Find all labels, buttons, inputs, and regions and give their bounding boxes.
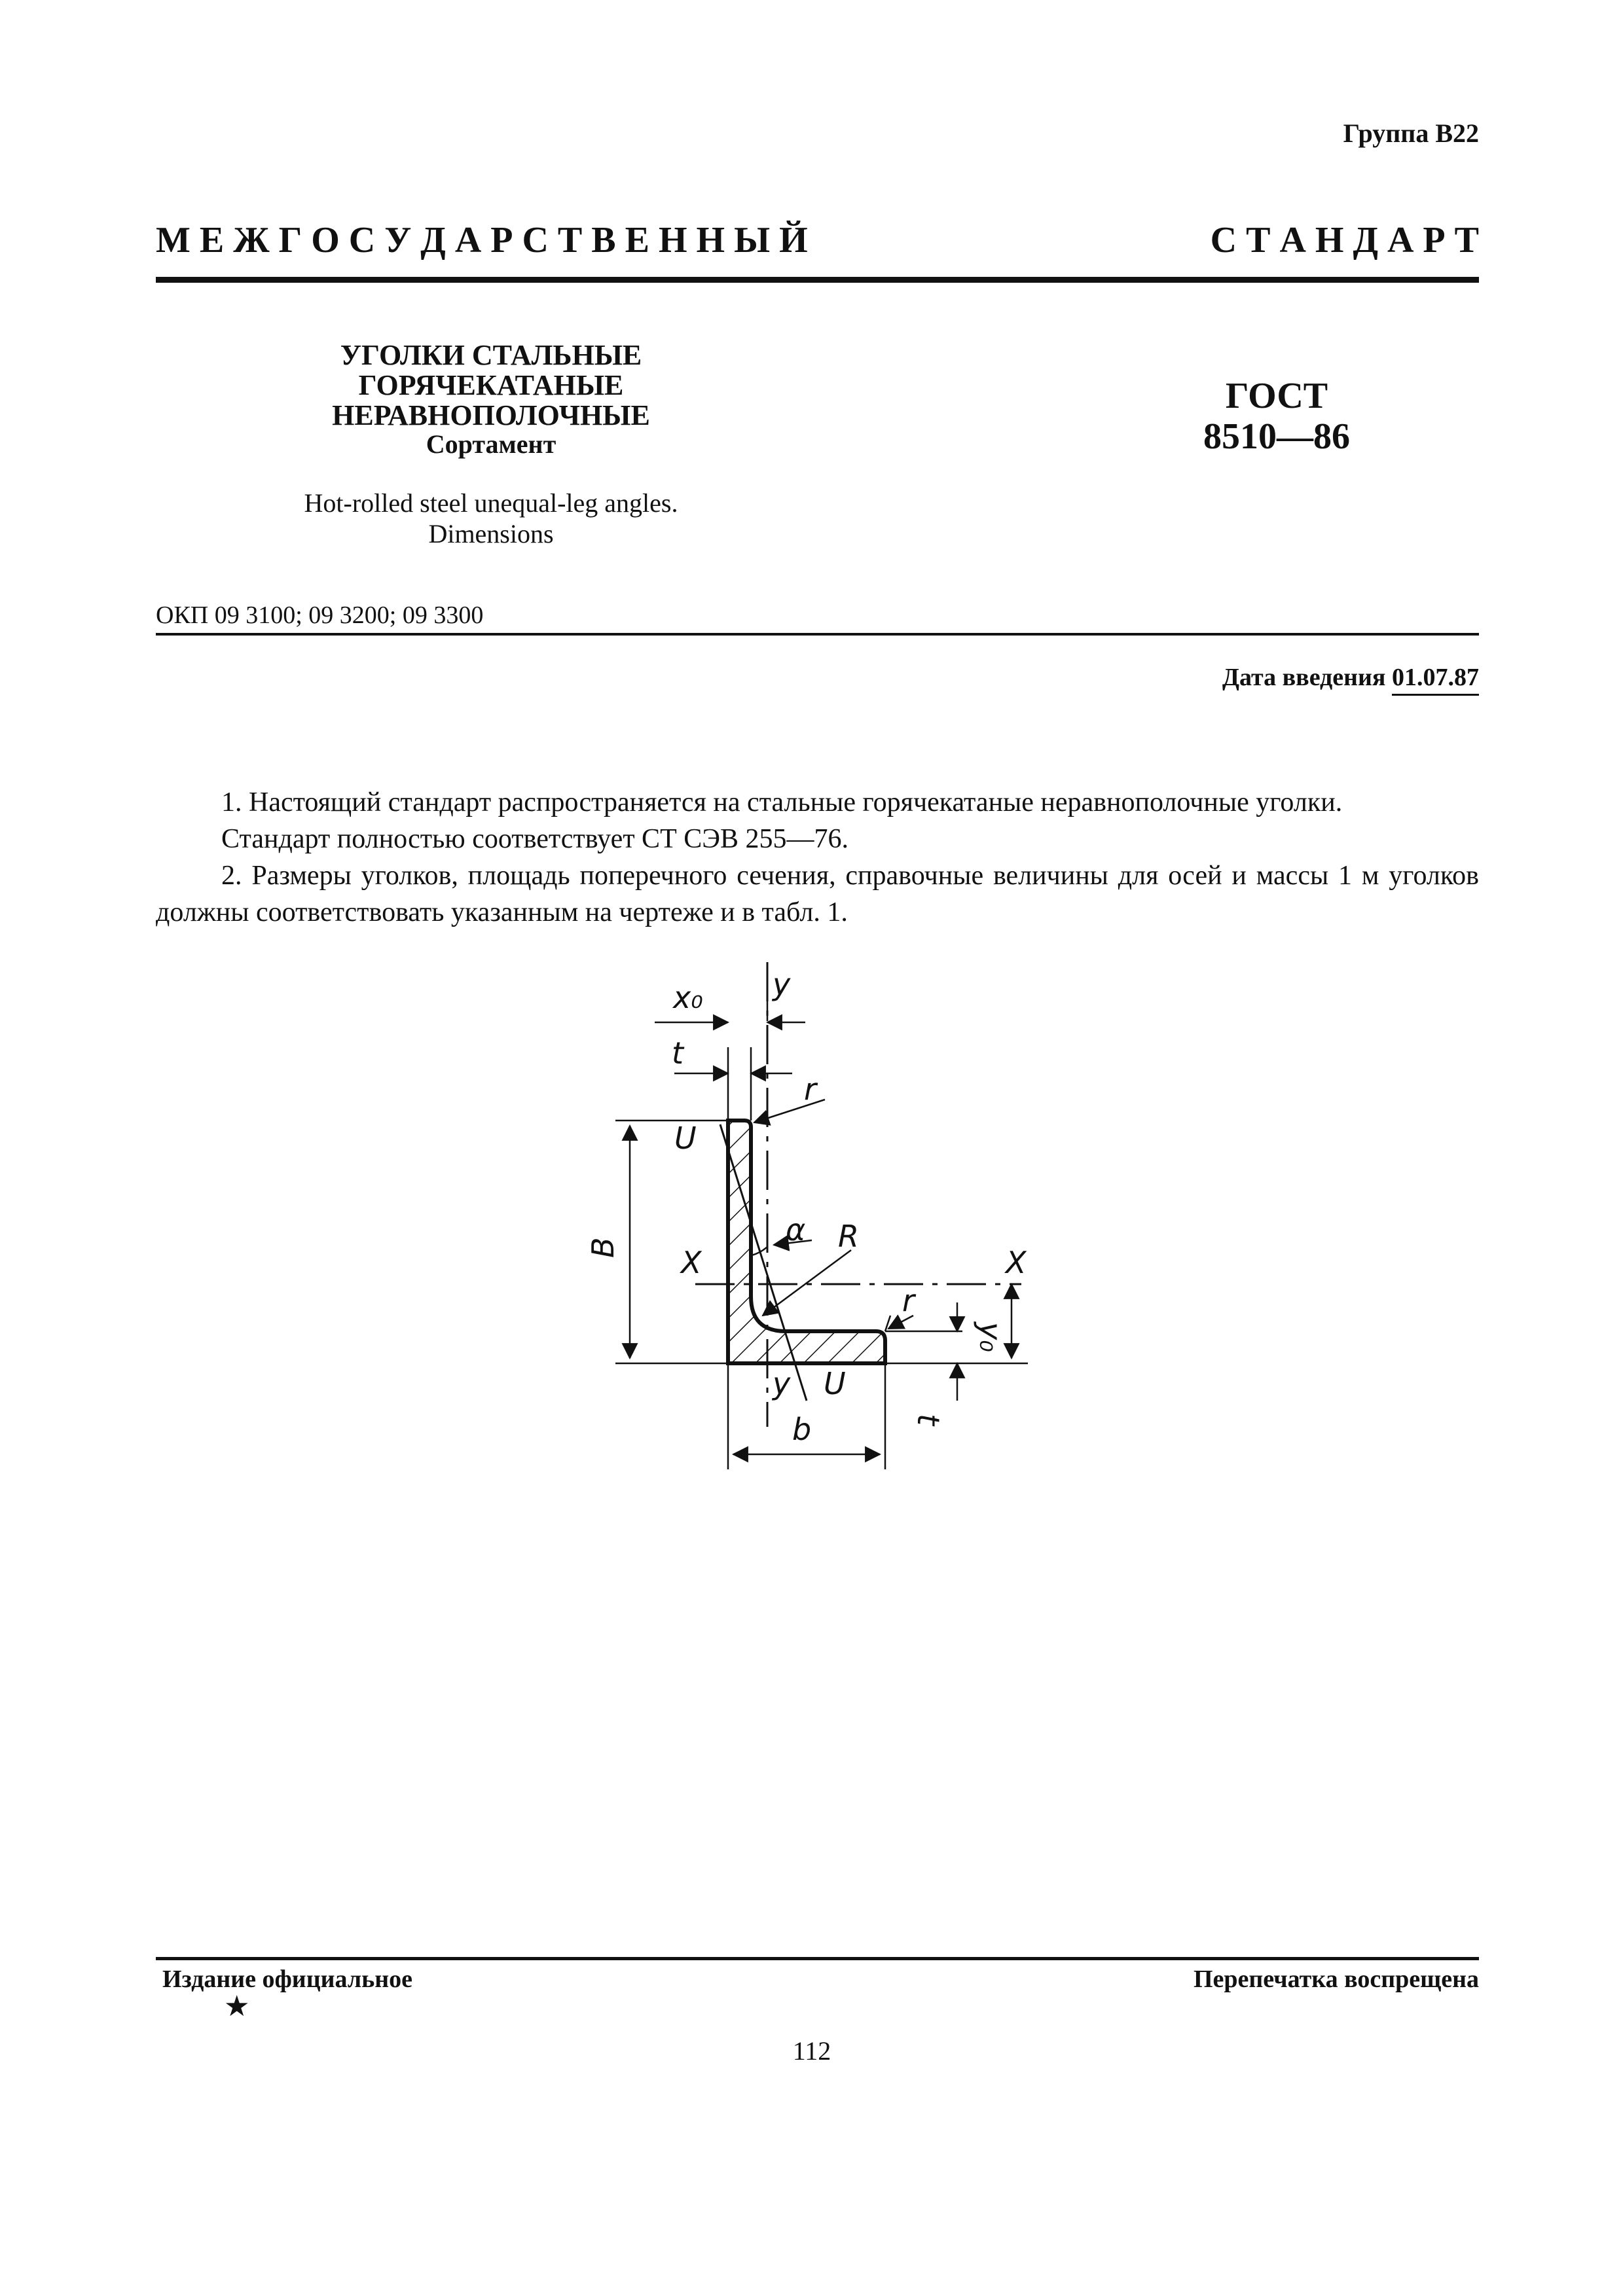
banner-left-text: М Е Ж Г О С У Д А Р С Т В Е Н Н Ы Й xyxy=(156,220,808,260)
group-code: Группа В22 xyxy=(1343,118,1479,148)
page-number: 112 xyxy=(792,2036,831,2066)
label-alpha: α xyxy=(786,1212,806,1247)
title-en-line-1: Hot-rolled steel unequal-leg angles. xyxy=(304,488,678,518)
label-x0: x₀ xyxy=(673,980,703,1015)
label-B: B xyxy=(585,1237,621,1258)
paragraph-1-text: 1. Настоящий стандарт распространяется на стальные горячекатаные неравнополочные уголки. xyxy=(221,787,1343,817)
okp-codes: ОКП 09 3100; 09 3200; 09 3300 xyxy=(156,601,484,629)
label-u-bottom: U xyxy=(824,1366,846,1401)
label-b: b xyxy=(792,1412,812,1447)
label-y-bottom: y xyxy=(773,1366,791,1401)
paragraph-2-text: 2. Размеры уголков, площадь поперечного сечения, справочные величины для осей и массы 1 м уголков должны соответствовать указанным на чертеже и в табл. 1. xyxy=(156,861,1479,927)
date-value: 01.07.87 xyxy=(1392,664,1479,696)
title-en-line-2: Dimensions xyxy=(428,519,554,549)
label-t-right: t xyxy=(911,1414,946,1426)
document-subtitle: Сортамент xyxy=(426,429,556,459)
official-edition: Издание официальное xyxy=(162,1965,413,1993)
label-x-right: X xyxy=(1006,1245,1027,1280)
label-y-top: y xyxy=(773,967,791,1002)
paragraph-1b-text: Стандарт полностью соответствует СТ СЭВ 255—76. xyxy=(221,824,848,854)
footer-rule xyxy=(156,1957,1479,1960)
label-r-top: r xyxy=(804,1071,816,1107)
angle-section xyxy=(728,1121,885,1363)
label-y0: y₀ xyxy=(973,1322,1008,1352)
label-t-top: t xyxy=(672,1035,684,1071)
date-label: Дата введения xyxy=(1222,664,1386,691)
title-line-1: УГОЛКИ СТАЛЬНЫЕ ГОРЯЧЕКАТАНЫЕ xyxy=(340,339,642,402)
title-line-2: НЕРАВНОПОЛОЧНЫЕ xyxy=(332,399,650,432)
label-x-left: X xyxy=(681,1245,702,1280)
label-R: R xyxy=(838,1219,859,1254)
star-icon: ★ xyxy=(224,1990,250,2022)
reprint-prohibited: Перепечатка воспрещена xyxy=(1193,1965,1479,1993)
gost-label: ГОСТ xyxy=(1225,376,1328,416)
banner-right-text: С Т А Н Д А Р Т xyxy=(1210,220,1479,260)
label-u-top: U xyxy=(674,1121,697,1156)
gost-code: 8510—86 xyxy=(1203,416,1350,457)
label-r-bottom: r xyxy=(902,1283,915,1318)
